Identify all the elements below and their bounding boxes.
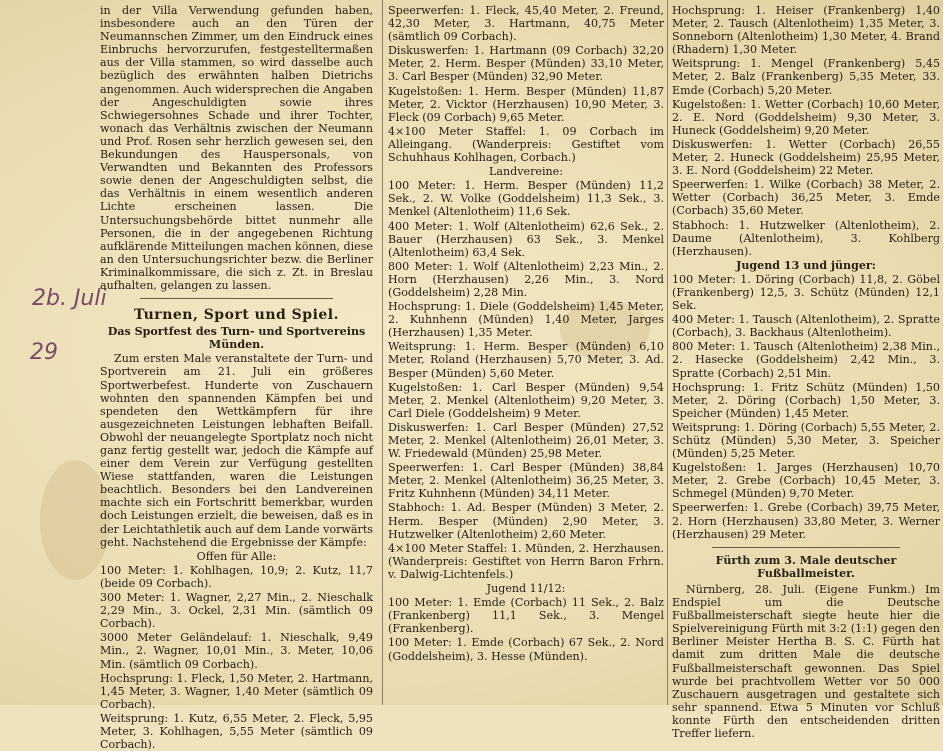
result-line: 100 Meter: 1. Döring (Corbach) 11,8, 2. Göbel (Frankenberg) 12,5, 3. Schütz (Münden) 12,1 Sek. [672,272,940,313]
article-continuation: in der Villa Verwendung gefunden haben, insbesondere auch an den Türen der Neumannschen Zimmer, um den Eindruck eines Einbruchs hervorzurufen, festgestelltermaßen aus der Villa stammen, so wird dasselbe auch bezüglich des erwähnten halben Dietrichs angenommen. Auch widersprechen die Angaben der Angeschuldigten sowie ihres Schwiegersohnes Schade und ihrer Tochter, wonach das Verhältnis zwischen der Neumann und Prof. Rosen sehr herzlich gewesen sei, den Bekundungen des Hauspersonals, von Verwandten und Bekannten des Professors sowie denen der Angeschuldigten selbst, die das Verhältnis in einem wesentlich anderen Lichte erscheinen lassen. Die Untersuchungsbehörde bittet nunmehr alle Personen, die in der angegebenen Richtung aufklärende Mitteilungen machen können, diese an den Untersuchungsrichter bezw. die Berliner Kriminalkommissare, die sich z. Zt. in Breslau aufhalten, gelangen zu lassen. [100,4,373,292]
result-line: 400 Meter: 1. Wolf (Altenlotheim) 62,6 Sek., 2. Bauer (Herzhausen) 63 Sek., 3. Menkel (Altenlotheim) 63,4 Sek. [388,219,664,259]
result-line: 3000 Meter Geländelauf: 1. Nieschalk, 9,49 Min., 2. Wagner, 10,01 Min., 3. Meter, 10,06 Min. (sämtlich 09 Corbach). [100,631,373,671]
result-line: Kugelstoßen: 1. Jarges (Herzhausen) 10,70 Meter, 2. Grebe (Corbach) 10,45 Meter, 3. Schmegel (Münden) 9,70 Meter. [672,461,940,501]
result-line: Speerwerfen: 1. Fleck, 45,40 Meter, 2. Freund, 42,30 Meter, 3. Hartmann, 40,75 Meter (sämtlich 09 Corbach). [388,4,664,44]
result-line: 800 Meter: 1. Wolf (Altenlotheim) 2,23 Min., 2. Horn (Herzhausen) 2,26 Min., 3. Nord (Goddelsheim) 2,28 Min. [388,259,664,299]
result-line: Stabhoch: 1. Ad. Besper (Münden) 3 Meter, 2. Herm. Besper (Münden) 2,90 Meter, 3. Hutzwelker (Altenlotheim) 2,60 Meter. [388,501,664,541]
result-line: Diskuswerfen: 1. Wetter (Corbach) 26,55 Meter, 2. Huneck (Goddelsheim) 25,95 Meter, 3. E. Nord (Goddelsheim) 22 Meter. [672,137,940,178]
section-divider [140,298,333,299]
result-line: Hochsprung: 1. Heiser (Frankenberg) 1,40 Meter, 2. Tausch (Altenlotheim) 1,35 Meter, 3. Sonneborn (Altenlotheim) 1,30 Meter, 4. Brand (Rhadern) 1,30 Meter. [672,4,940,57]
column-right [672,4,940,740]
result-line: 400 Meter: 1. Tausch (Altenlotheim), 2. Spratte (Corbach), 3. Backhaus (Altenlotheim). [672,313,940,340]
result-line: Weitsprung: 1. Herm. Besper (Münden) 6,10 Meter, Roland (Herzhausen) 5,70 Meter, 3. Ad. Besper (Münden) 5,60 Meter. [388,340,664,380]
result-line: 4×100 Meter Staffel: 1. Münden, 2. Herzhausen. (Wanderpreis: Gestiftet von Herrn Baron Frhrn. v. Dalwig-Lichtenfels.) [388,541,664,581]
result-line: Kugelstoßen: 1. Wetter (Corbach) 10,60 Meter, 2. E. Nord (Goddelsheim) 9,30 Meter, 3. Huneck (Goddelsheim) 9,20 Meter. [672,97,940,137]
results-category: Landvereine: [489,165,563,179]
result-line: 800 Meter: 1. Tausch (Altenlotheim) 2,38 Min., 2. Hasecke (Goddelsheim) 2,42 Min., 3. Spratte (Corbach) 2,51 Min. [672,340,940,380]
section-divider [712,547,900,548]
result-line: 100 Meter: 1. Emde (Corbach) 67 Sek., 2. Nord (Goddelsheim), 3. Hesse (Münden). [388,636,664,663]
result-line: 4×100 Meter Staffel: 1. 09 Corbach im Alleingang. (Wanderpreis: Gestiftet vom Schuhhaus Kohlhagen, Corbach.) [388,124,664,165]
result-line: Weitsprung: 1. Döring (Corbach) 5,55 Meter, 2. Schütz (Münden) 5,30 Meter, 3. Speicher (Münden) 5,25 Meter. [672,420,940,461]
result-line: 300 Meter: 1. Wagner, 2,27 Min., 2. Nieschalk 2,29 Min., 3. Ockel, 2,31 Min. (sämtlich 09 Corbach). [100,591,373,631]
result-line: Speerwerfen: 1. Carl Besper (Münden) 38,84 Meter, 2. Menkel (Altenlotheim) 36,25 Meter, 3. Fritz Kuhnhenn (Münden) 34,11 Meter. [388,461,664,501]
article-headline: Fürth zum 3. Male deutscher Fußballmeister. [715,553,897,580]
result-line: Kugelstoßen: 1. Carl Besper (Münden) 9,54 Meter, 2. Menkel (Altenlotheim) 9,20 Meter, 3. Carl Diele (Goddelsheim) 9 Meter. [388,380,664,420]
result-line: Weitsprung: 1. Mengel (Frankenberg) 5,45 Meter, 2. Balz (Frankenberg) 5,35 Meter, 33. Emde (Corbach) 5,20 Meter. [672,57,940,97]
results-category: Jugend 11/12: [486,582,566,596]
result-line: Diskuswerfen: 1. Carl Besper (Münden) 27,52 Meter, 2. Menkel (Altenlotheim) 26,01 Meter, 3. W. Friedewald (Münden) 25,98 Meter. [388,420,664,461]
handwritten-page-number: 29 [30,340,58,365]
article-paragraph: Nürnberg, 28. Juli. (Eigene Funkm.) Im Endspiel um die Deutsche Fußballmeisterschaft siegte heute hier die Spielvereinigung Fürth mit 3:2 (1:1) gegen den Berliner Meister Hertha B. S. C. Fürth hat damit zum dritten Male die deutsche Fußballmeisterschaft gewonnen. Das Spiel wurde bei prachtvollem Wetter vor 50 000 Zuschauern ausgetragen und gestaltete sich sehr spannend. Etwa 5 Minuten vor Schluß konnte Fürth den entscheidenden dritten Treffer liefern. [672,582,940,740]
results-category: Jugend 13 und jünger: [736,258,876,272]
result-line: Speerwerfen: 1. Wilke (Corbach) 38 Meter, 2. Wetter (Corbach) 36,25 Meter, 3. Emde (Corbach) 35,60 Meter. [672,178,940,218]
result-line: Kugelstoßen: 1. Herm. Besper (Münden) 11,87 Meter, 2. Vicktor (Herzhausen) 10,90 Meter, 3. Fleck (09 Corbach) 9,65 Meter. [388,84,664,124]
article-headline: Das Sportfest des Turn- und Sportvereins Münden. [107,325,366,352]
article-paragraph: Zum ersten Male veranstaltete der Turn- und Sportverein am 21. Juli ein größeres Sportwerbefest. Hunderte von Zuschauern wohnten den spannenden Kämpfen bei und spendeten den Wettkämpfern für ihre ausgezeichneten Leistungen lebhaften Beifall. Obwohl der neuangelegte Sportplatz noch nicht ganz fertig gestellt war, jedoch die Kämpfe auf einer dem Verein zur Verfügung gestellten Wiese stattfanden, waren die Leistungen beachtlich. Besonders bei den Landvereinen machte sich ein Fortschritt bemerkbar, wurden doch Leistungen erzielt, die beweisen, daß es in der Leichtathletik auch auf dem Lande vorwärts geht. Nachstehend die Ergebnisse der Kämpfe: [100,352,373,549]
result-line: 100 Meter: 1. Kohlhagen, 10,9; 2. Kutz, 11,7 (beide 09 Corbach). [100,563,373,590]
result-line: Hochsprung: 1. Diele (Goddelsheim) 1,45 Meter, 2. Kuhnhenn (Münden) 1,40 Meter, Jarges (Herzhausen) 1,35 Meter. [388,300,664,340]
column-left [100,4,373,751]
results-category: Offen für Alle: [196,549,277,563]
result-line: Speerwerfen: 1. Grebe (Corbach) 39,75 Meter, 2. Horn (Herzhausen) 33,80 Meter, 3. Werner (Herzhausen) 29 Meter. [672,501,940,541]
result-line: 100 Meter: 1. Herm. Besper (Münden) 11,2 Sek., 2. W. Volke (Goddelsheim) 11,3 Sek., 3. Menkel (Altenlotheim) 11,6 Sek. [388,179,664,219]
column-divider [382,0,383,705]
column-divider [667,0,668,705]
result-line: Weitsprung: 1. Kutz, 6,55 Meter, 2. Fleck, 5,95 Meter, 3. Kohlhagen, 5,55 Meter (sämtlich 09 Corbach). [100,711,373,751]
result-line: Hochsprung: 1. Fritz Schütz (Münden) 1,50 Meter, 2. Döring (Corbach) 1,50 Meter, 3. Speicher (Münden) 1,45 Meter. [672,380,940,420]
handwritten-date-note: 2b. Juli [32,286,107,311]
result-line: Hochsprung: 1. Fleck, 1,50 Meter, 2. Hartmann, 1,45 Meter, 3. Wagner, 1,40 Meter (sämtlich 09 Corbach). [100,671,373,711]
column-middle [388,4,664,705]
section-heading: Turnen, Sport und Spiel. [134,307,339,324]
result-line: 100 Meter: 1. Emde (Corbach) 11 Sek., 2. Balz (Frankenberg) 11,1 Sek., 3. Mengel (Frankenberg). [388,596,664,636]
result-line: Stabhoch: 1. Hutzwelker (Altenlotheim), 2. Daume (Altenlotheim), 3. Kohlberg (Herzhausen). [672,218,940,258]
result-line: Diskuswerfen: 1. Hartmann (09 Corbach) 32,20 Meter, 2. Herm. Besper (Münden) 33,10 Meter, 3. Carl Besper (Münden) 32,90 Meter. [388,44,664,84]
